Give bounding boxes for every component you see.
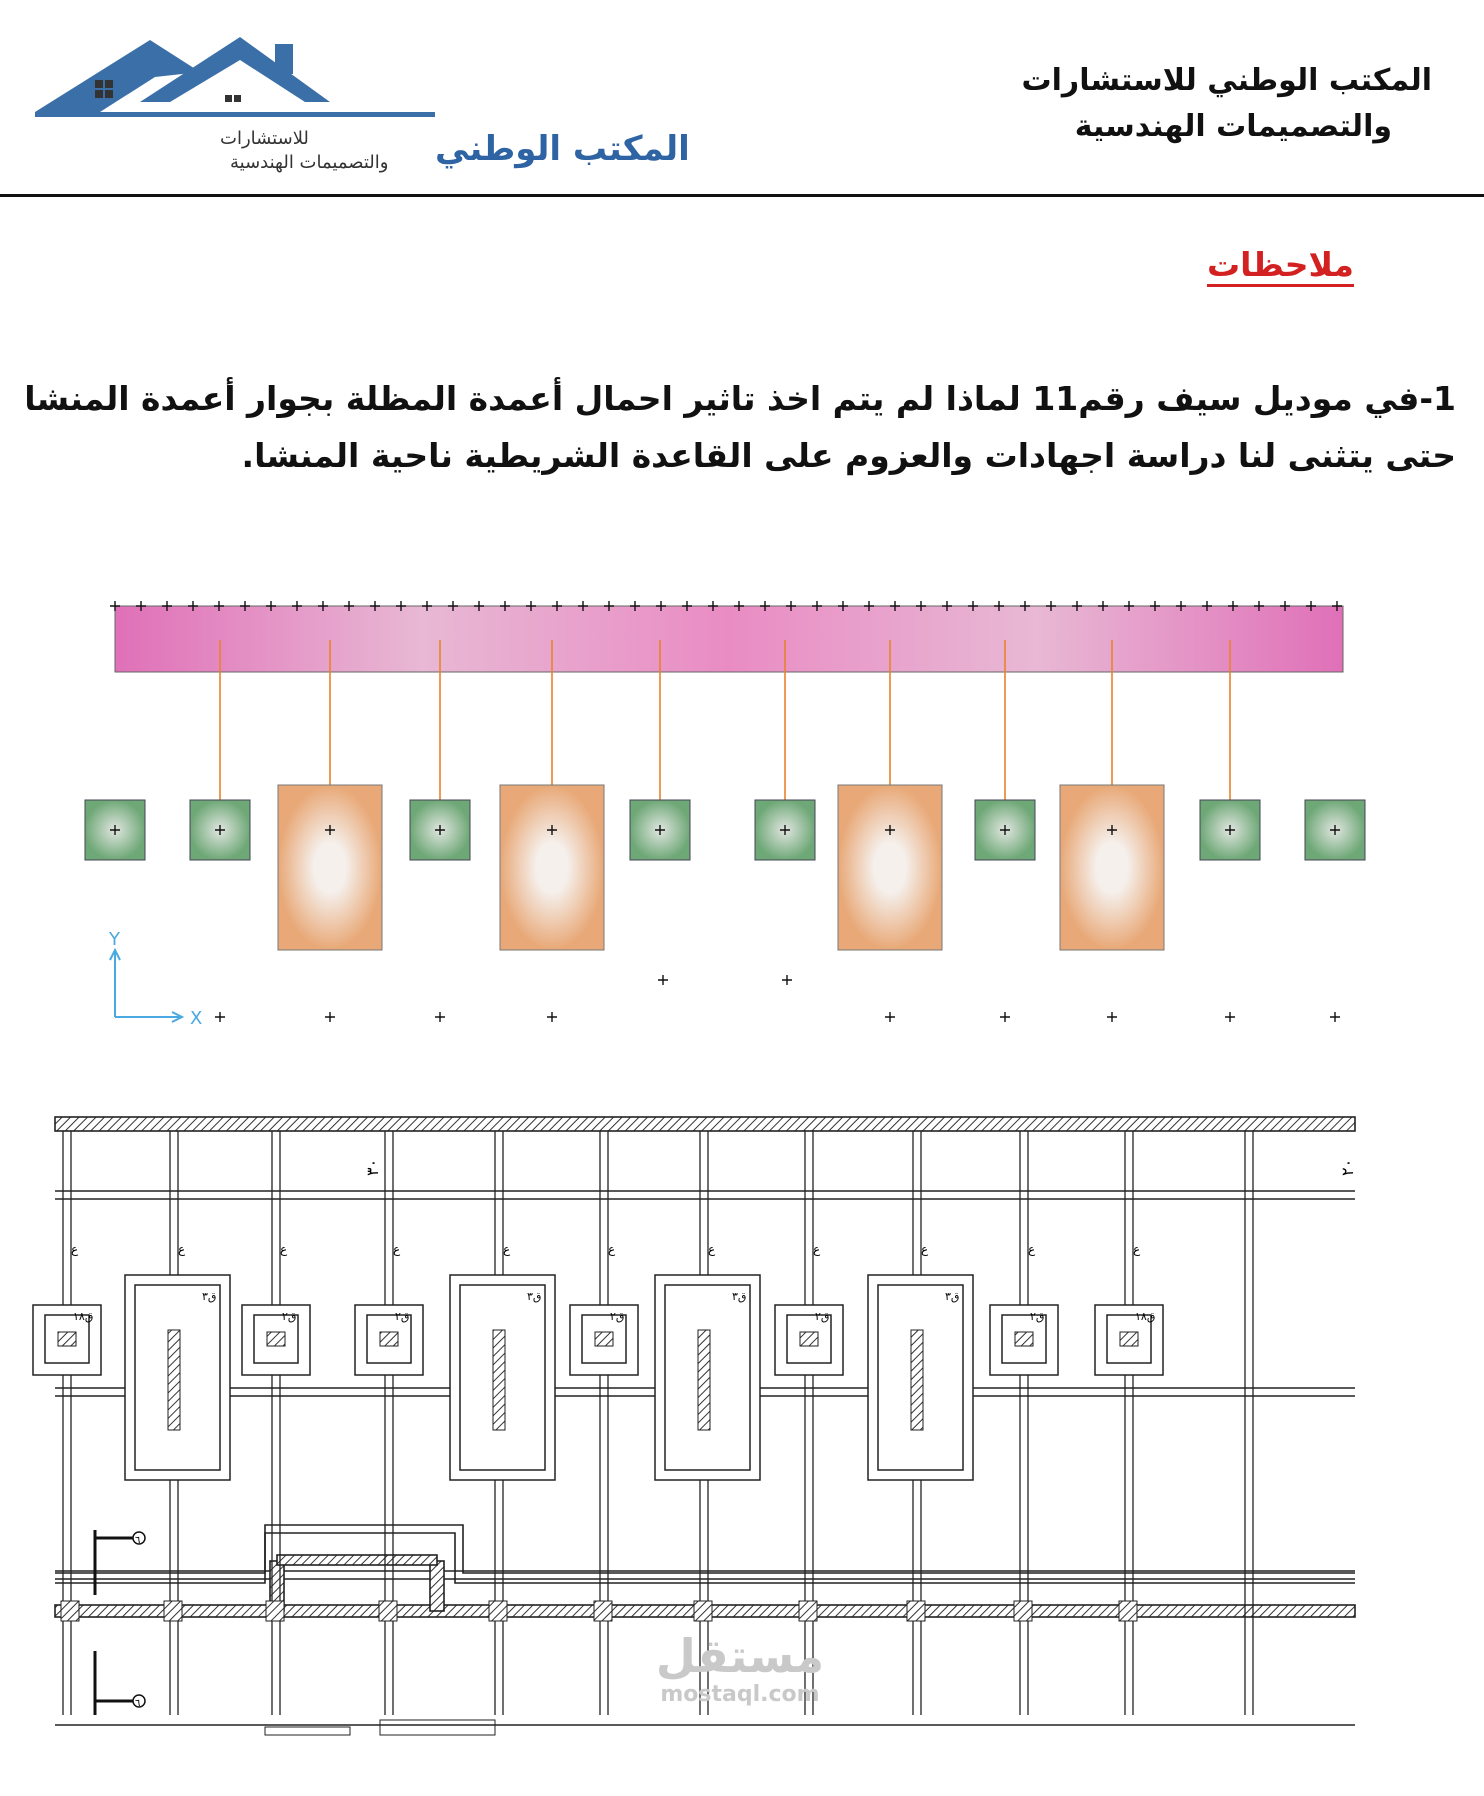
- safe-model-figure: [0, 580, 1484, 1040]
- grid-marker: [782, 975, 792, 985]
- section-marker-2-label: ٦: [135, 1698, 141, 1709]
- column-tag: ع: [1133, 1242, 1141, 1256]
- footing-tag: ق٣: [202, 1290, 217, 1303]
- strip-footing: [115, 606, 1343, 672]
- dim-label-left: ٣٠: [363, 1158, 382, 1176]
- grid-marker: [215, 1012, 225, 1022]
- logo-sub-line2: والتصميمات الهندسية: [230, 152, 389, 173]
- grid-marker: [325, 1012, 335, 1022]
- grid-marker: [658, 975, 668, 985]
- column-tag: ع: [178, 1242, 186, 1256]
- plan-footing: [990, 1305, 1058, 1375]
- note-line-1: 1-في موديل سيف رقم11 لماذا لم يتم اخذ تاثير احمال أعمدة المظلة بجوار أعمدة المنشا: [24, 379, 1456, 418]
- footing-tag: ق٢: [395, 1310, 410, 1323]
- top-wall: [55, 1117, 1355, 1131]
- note-item-1: [24, 370, 1456, 484]
- strip-column: [1119, 1601, 1137, 1621]
- strip-column: [694, 1601, 712, 1621]
- footing-tag: ق٣: [527, 1290, 542, 1303]
- plan-footing: [125, 1275, 230, 1480]
- column-tag: ع: [503, 1242, 511, 1256]
- strip-column: [61, 1601, 79, 1621]
- company-logo: [30, 32, 690, 182]
- plan-footing: [242, 1305, 310, 1375]
- strip-column: [164, 1601, 182, 1621]
- footing-tag: ق٢: [815, 1310, 830, 1323]
- grid-marker: [885, 1012, 895, 1022]
- plan-footing: [570, 1305, 638, 1375]
- strip-column: [489, 1601, 507, 1621]
- grid-marker: [1225, 1012, 1235, 1022]
- house-roof-icon: [35, 37, 435, 117]
- footing-tag: ق١٨: [1135, 1310, 1156, 1323]
- plan-footing: [868, 1275, 973, 1480]
- logo-main-text: المكتب الوطني: [435, 129, 690, 169]
- strip-column: [907, 1601, 925, 1621]
- plan-footing: [33, 1305, 101, 1375]
- strip-column: [1014, 1601, 1032, 1621]
- strip-column: [379, 1601, 397, 1621]
- footing-tag: ق١٨: [73, 1310, 94, 1323]
- grid-marker: [1107, 1012, 1117, 1022]
- watermark-latin: mostaql.com: [660, 1682, 820, 1707]
- watermark-arabic: مستقل: [655, 1629, 825, 1683]
- axis-y-label: Y: [109, 929, 120, 950]
- footing-tag: ق٣: [732, 1290, 747, 1303]
- large-footing: [1060, 785, 1164, 950]
- section-marker-1-label: ٦: [135, 1535, 141, 1546]
- large-footing: [838, 785, 942, 950]
- footing-tag: ق٢: [282, 1310, 297, 1323]
- plan-footing: [1095, 1305, 1163, 1375]
- org-title-line1: المكتب الوطني للاستشارات: [1021, 63, 1432, 98]
- strip-column: [799, 1601, 817, 1621]
- grid-marker: [1000, 1012, 1010, 1022]
- column-tag: ع: [608, 1242, 616, 1256]
- logo-sub-line1: للاستشارات: [220, 128, 309, 149]
- footing-tag: ق٣: [945, 1290, 960, 1303]
- large-footing: [278, 785, 382, 950]
- grid-marker: [547, 1012, 557, 1022]
- column-tag: ع: [921, 1242, 929, 1256]
- plan-footing: [355, 1305, 423, 1375]
- grid-marker: [1330, 1012, 1340, 1022]
- note-line-2: حتى يتثنى لنا دراسة اجهادات والعزوم على القاعدة الشريطية ناحية المنشا.: [241, 436, 1456, 475]
- org-title-line2: والتصميمات الهندسية: [1074, 109, 1392, 144]
- column-tag: ع: [1028, 1242, 1036, 1256]
- watermark: [640, 1630, 840, 1708]
- notes-heading: ملاحظات: [1207, 245, 1354, 284]
- column-tag: ع: [393, 1242, 401, 1256]
- footing-tag: ق٢: [1030, 1310, 1045, 1323]
- plan-footing: [775, 1305, 843, 1375]
- plan-footing: [450, 1275, 555, 1480]
- dim-label-right: ٢٠: [1338, 1158, 1357, 1176]
- strip-column: [594, 1601, 612, 1621]
- column-tag: ع: [280, 1242, 288, 1256]
- grid-marker: [435, 1012, 445, 1022]
- organization-title: [912, 58, 1432, 150]
- column-tag: ع: [813, 1242, 821, 1256]
- strip-column: [266, 1601, 284, 1621]
- axis-x-label: X: [190, 1008, 203, 1029]
- axis-icon: [110, 950, 182, 1022]
- large-footing: [500, 785, 604, 950]
- plan-footing: [655, 1275, 760, 1480]
- column-tag: ع: [708, 1242, 716, 1256]
- footing-tag: ق٢: [610, 1310, 625, 1323]
- column-tag: ع: [71, 1242, 79, 1256]
- header-divider: [0, 194, 1484, 197]
